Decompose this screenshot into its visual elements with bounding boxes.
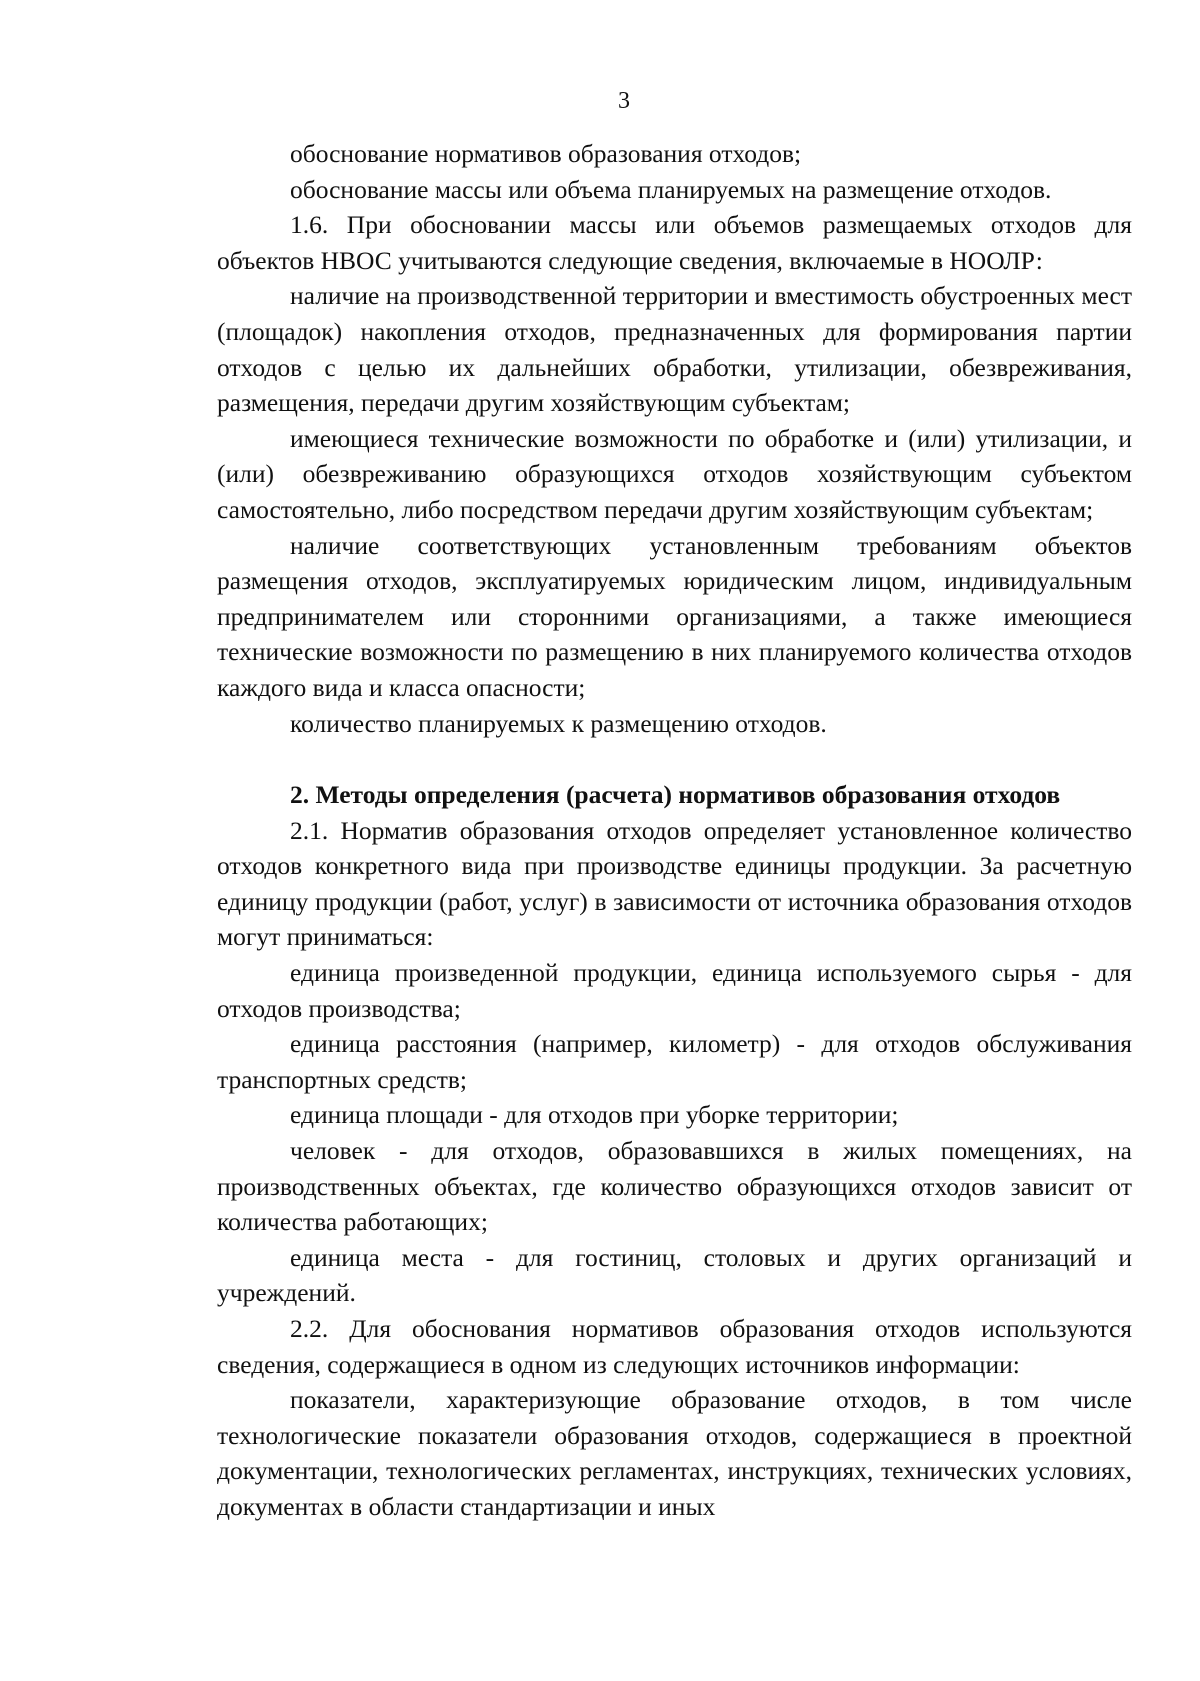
paragraph-technical-capabilities: имеющиеся технические возможности по обработке и (или) утилизации, и (или) обезвреживанию образующихся отходов хозяйствующим субъектом самостоятельно, либо посредством передачи другим хозяйствующим субъектам;: [217, 423, 1132, 524]
paragraph-unit-area: единица площади - для отходов при уборке территории;: [290, 1100, 899, 1130]
paragraph-unit-place: единица места - для гостиниц, столовых и других организаций и учреждений.: [217, 1242, 1132, 1308]
section-heading: 2. Методы определения (расчета) нормативов образования отходов: [290, 780, 1061, 810]
page-number: 3: [618, 88, 630, 114]
paragraph-indicators: показатели, характеризующие образование отходов, в том числе технологические показатели образования отходов, содержащиеся в проектной документации, технологических регламентах, инструкциях, технических условиях, документах в области стандартизации и иных: [217, 1385, 1132, 1521]
paragraph-unit-person: человек - для отходов, образовавшихся в жилых помещениях, на производственных объектах, где количество образующихся отходов зависит от количества работающих;: [217, 1136, 1132, 1237]
paragraph-2-1: 2.1. Норматив образования отходов определяет установленное количество отходов конкретного вида при производстве единицы продукции. За расчетную единицу продукции (работ, услуг) в зависимости от источника образования отходов могут приниматься:: [217, 815, 1132, 952]
paragraph-disposal-facilities: наличие соответствующих установленным требованиям объектов размещения отходов, эксплуатируемых юридическим лицом, индивидуальным предпринимателем или сторонними организациями, а также имеющиеся технические возможности по размещению в них планируемого количества отходов каждого вида и класса опасности;: [217, 530, 1132, 702]
paragraph-unit-production: единица произведенной продукции, единица используемого сырья - для отходов производства;: [217, 958, 1132, 1023]
paragraph-storage-sites: наличие на производственной территории и вместимость обустроенных мест (площадок) накопления отходов, предназначенных для формирования партии отходов с целью их дальнейших обработки, утилизации, обезвреживания, размещения, передачи другим хозяйствующим субъектам;: [217, 281, 1132, 418]
paragraph-unit-distance: единица расстояния (например, километр) - для отходов обслуживания транспортных средств;: [217, 1029, 1132, 1094]
paragraph-2-2: 2.2. Для обоснования нормативов образования отходов используются сведения, содержащиеся в одном из следующих источников информации:: [217, 1314, 1132, 1379]
paragraph-1-6: 1.6. При обосновании массы или объемов размещаемых отходов для объектов НВОС учитываются следующие сведения, включаемые в НООЛР:: [217, 210, 1132, 275]
document-body: [217, 136, 1132, 1525]
paragraph-justification-mass: обоснование массы или объема планируемых на размещение отходов.: [290, 174, 1052, 204]
paragraph-justification-norms: обоснование нормативов образования отходов;: [290, 139, 802, 168]
paragraph-planned-quantity: количество планируемых к размещению отходов.: [290, 708, 827, 738]
